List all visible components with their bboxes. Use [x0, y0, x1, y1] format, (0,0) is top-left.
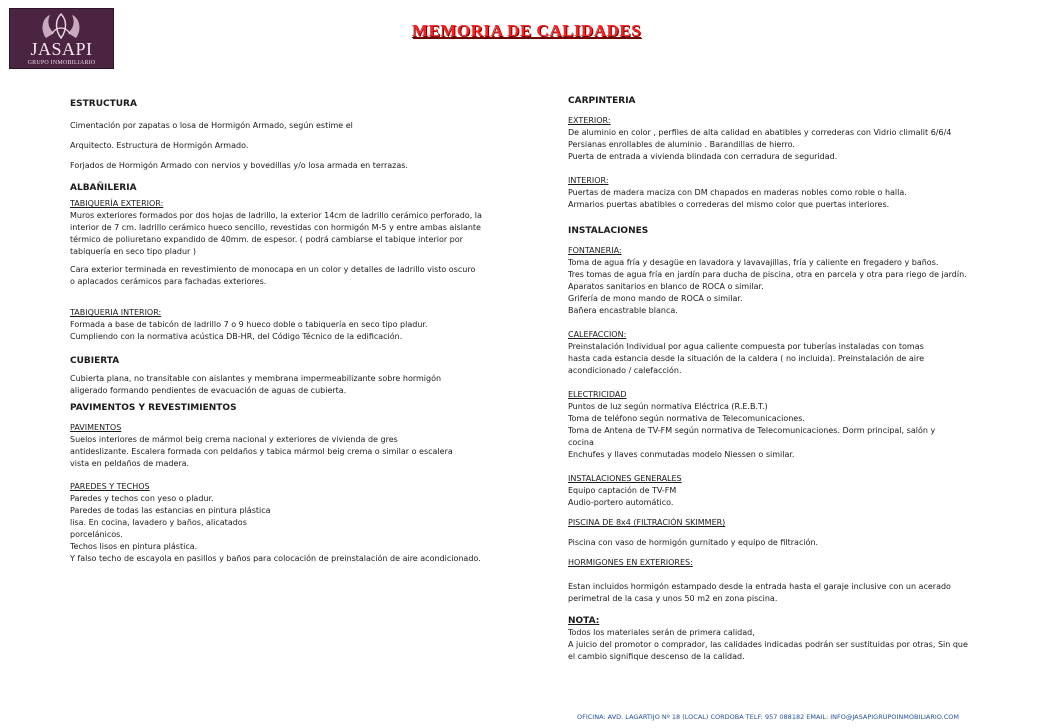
footer-contact: OFICINA: AVD. LAGARTIJO Nº 18 (LOCAL) CORDOBA TELF: 957 088182 EMAIL: INFO@JASAPIGRUPOINMOBILIARIO.COM: [577, 713, 959, 721]
section-pavimentos-heading: PAVIMENTOS Y REVESTIMIENTOS: [70, 403, 237, 413]
text-line: Puertas de madera maciza con DM chapados en maderas nobles como roble o halla.: [568, 188, 907, 197]
carpinteria-exterior-label: EXTERIOR:: [568, 116, 611, 125]
tabiqueria-interior-label: TABIQUERIA INTERIOR:: [70, 308, 162, 317]
calefaccion-label: CALEFACCION:: [568, 330, 627, 339]
text-line: Suelos interiores de mármol beig crema nacional y exteriores de vivienda de gres: [70, 435, 398, 444]
text-line: Techos lisos en pintura plástica.: [70, 542, 198, 551]
text-line: Y falso techo de escayola en pasillos y baños para colocación de preinstalación de aire acondicionado.: [70, 554, 481, 563]
text-line: Formada a base de tabicón de ladrillo 7 o 9 hueco doble o tabiquería en seco tipo pladur.: [70, 320, 428, 329]
logo-subtitle: GRUPO INMOBILIARIO: [27, 60, 96, 66]
text-line: o aplacados cerámicos para fachadas exteriores.: [70, 277, 267, 286]
text-line: Persianas enrollables de aluminio . Barandillas de hierro.: [568, 140, 795, 149]
text-line: A juicio del promotor o comprador, las calidades indicadas podrán ser sustituidas por otras, Sin que: [568, 640, 968, 649]
text-line: Tres tomas de agua fría en jardín para ducha de piscina, otra en parcela y otra para riego de jardín.: [568, 270, 967, 279]
text-line: interior de 7 cm. ladrillo cerámico hueco sencillo, revestidas con hormigón M-5 y entre ambas aislante: [70, 223, 481, 232]
text-line: Cara exterior terminada en revestimiento de monocapa en un color y detalles de ladrillo visto oscuro: [70, 265, 476, 274]
section-albanileria-heading: ALBAÑILERIA: [70, 183, 137, 193]
text-line: Estan incluidos hormigón estampado desde la entrada hasta el garaje inclusive con un acerado: [568, 582, 951, 591]
text-line: Toma de Antena de TV-FM según normativa de Telecomunicaciones. Dorm principal, salón y: [568, 426, 936, 435]
text-line: Toma de teléfono según normativa de Telecomunicaciones.: [568, 414, 805, 423]
paredes-techos-label: PAREDES Y TECHOS: [70, 482, 150, 491]
text-line: Preinstalación Individual por agua caliente compuesta por tuberías instaladas con tomas: [568, 342, 924, 351]
text-line: Paredes de todas las estancias en pintura plástica: [70, 506, 271, 515]
text-line: Todos los materiales serán de primera calidad,: [568, 628, 755, 637]
section-cubierta-heading: CUBIERTA: [70, 356, 120, 366]
text-line: Puntos de luz según normativa Eléctrica (R.E.B.T.): [568, 402, 768, 411]
text-line: Aparatos sanitarios en blanco de ROCA o similar.: [568, 282, 764, 291]
tabiqueria-exterior-label: TABIQUERÍA EXTERIOR:: [70, 199, 164, 208]
text-line: Enchufes y llaves conmutadas modelo Niessen o similar.: [568, 450, 795, 459]
estructura-paragraph: Forjados de Hormigón Armado con nervios y bovedillas y/o losa armada en terrazas.: [70, 161, 408, 170]
pavimentos-label: PAVIMENTOS: [70, 423, 122, 432]
text-line: Muros exteriores formados por dos hojas de ladrillo, la exterior 14cm de ladrillo cerámico perforado, la: [70, 211, 482, 220]
text-line: Piscina con vaso de hormigón gurnitado y equipo de filtración.: [568, 538, 819, 547]
text-line: Grifería de mono mando de ROCA o similar.: [568, 294, 743, 303]
estructura-paragraph: Arquitecto. Estructura de Hormigón Armado.: [70, 141, 249, 150]
text-line: Cumpliendo con la normativa acústica DB-HR, del Código Técnico de la edificación.: [70, 332, 403, 341]
section-carpinteria-heading: CARPINTERIA: [568, 96, 636, 106]
text-line: antideslizante. Escalera formada con peldaños y tabica mármol beig crema o similar o escalera: [70, 447, 453, 456]
hormigones-label: HORMIGONES EN EXTERIORES:: [568, 558, 693, 567]
text-line: Armarios puertas abatibles o correderas del mismo color que puertas interiores.: [568, 200, 890, 209]
right-column: [568, 95, 978, 663]
text-line: Puerta de entrada a vivienda blindada con cerradura de seguridad.: [568, 152, 838, 161]
fontaneria-label: FONTANERIA:: [568, 246, 622, 255]
estructura-paragraph: Cimentación por zapatas o losa de Hormigón Armado, según estime el: [70, 121, 353, 130]
text-line: aligerado formando pendientes de evacuación de aguas de cubierta.: [70, 386, 347, 395]
text-line: lisa. En cocina, lavadero y baños, alicatados: [70, 518, 247, 527]
text-line: vista en peldaños de madera.: [70, 459, 190, 468]
section-instalaciones-heading: INSTALACIONES: [568, 226, 649, 236]
electricidad-label: ELECTRICIDAD: [568, 390, 627, 399]
text-line: tabiquería en seco tipo pladur ): [70, 247, 197, 256]
text-line: acondicionado / calefacción.: [568, 366, 682, 375]
text-line: Audio-portero automático.: [568, 498, 674, 507]
section-estructura-heading: ESTRUCTURA: [70, 99, 137, 109]
text-line: el cambio signifique descenso de la calidad.: [568, 652, 745, 661]
text-line: cocina: [568, 438, 594, 447]
logo-name: JASAPI: [30, 39, 93, 59]
text-line: Equipo captación de TV-FM: [568, 486, 677, 495]
text-line: De aluminio en color , perfiles de alta calidad en abatibles y correderas con Vidrio climalit 6/6/4: [568, 128, 952, 137]
piscina-label: PISCINA DE 8x4 (FILTRACIÓN SKIMMER): [568, 518, 726, 527]
text-line: Paredes y techos con yeso o pladur.: [70, 494, 214, 503]
instalaciones-generales-label: INSTALACIONES GENERALES: [568, 474, 682, 483]
page-title: MEMORIA DE CALIDADES: [411, 21, 642, 40]
text-line: hasta cada estancia desde la situación de la caldera ( no incluida). Preinstalación de aire: [568, 354, 925, 363]
text-line: Bañera encastrable blanca.: [568, 306, 678, 315]
text-line: Toma de agua fría y desagüe en lavadora y lavavajillas, fría y caliente en fregadero y baños.: [568, 258, 939, 267]
text-line: Cubierta plana, no transitable con aislantes y membrana impermeabilizante sobre hormigón: [70, 374, 442, 383]
nota-label: NOTA:: [568, 616, 600, 626]
left-column: [70, 98, 495, 565]
text-line: térmico de poliuretano expandido de 40mm. de espesor. ( podrá cambiarse el tabique interior por: [70, 235, 463, 244]
text-line: perimetral de la casa y unos 50 m2 en zona piscina.: [568, 594, 778, 603]
carpinteria-interior-label: INTERIOR:: [568, 176, 609, 185]
text-line: porcelánicos.: [70, 530, 123, 539]
